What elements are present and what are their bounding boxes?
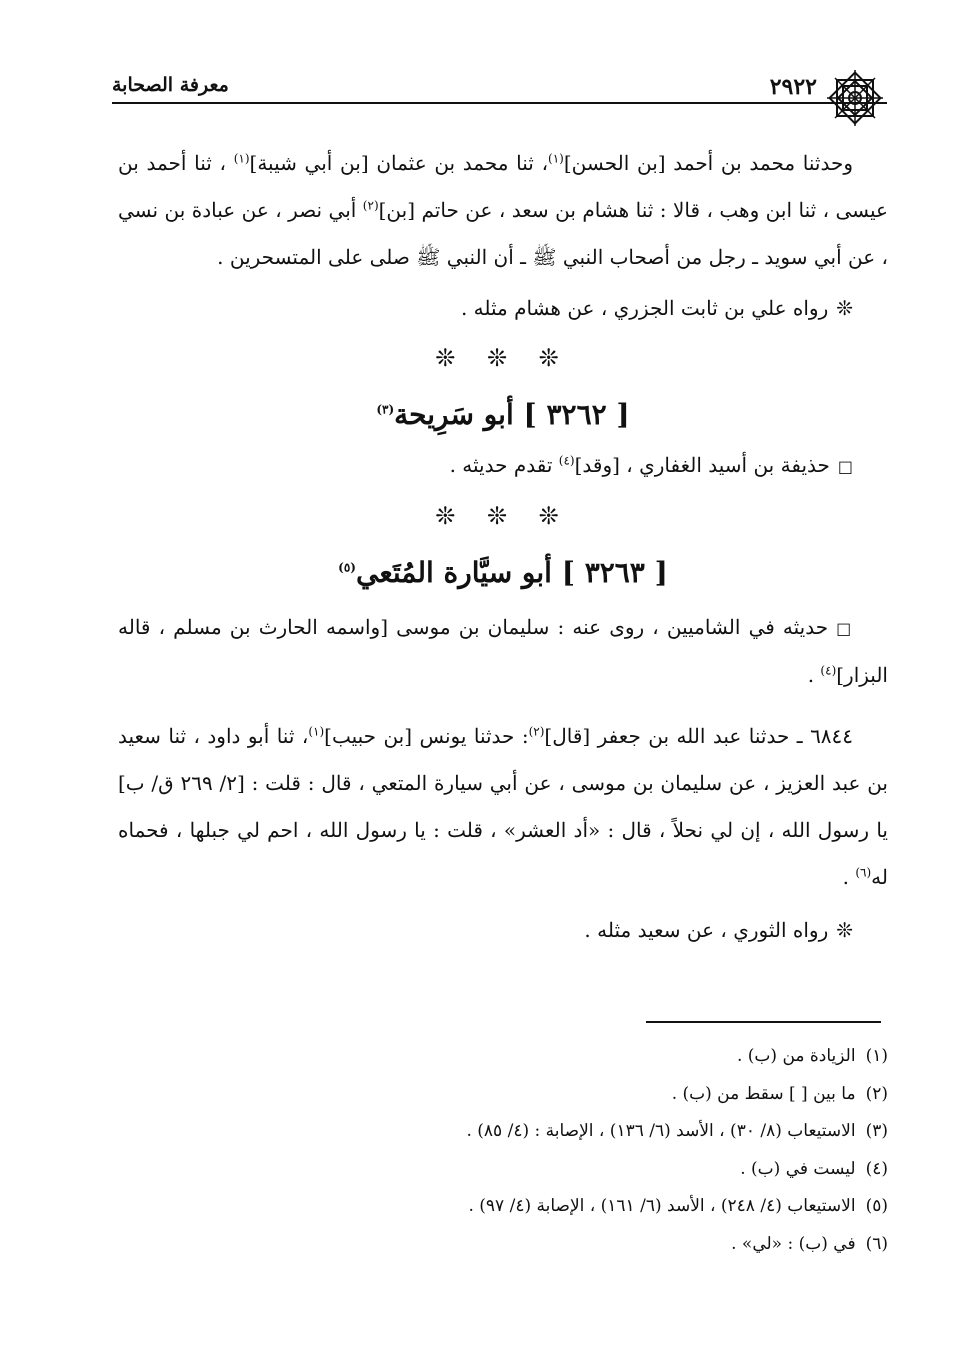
text-run: حديثه في الشاميين ، روى عنه : سليمان بن موسى [واسمه الحارث بن مسلم ، قاله البزار] — [118, 615, 888, 687]
footnote-text: في (ب) : «لي» . — [731, 1233, 856, 1254]
footnote-ref: (٢) — [362, 198, 379, 213]
footnote-item — [118, 1038, 888, 1076]
section-divider-stars: ❊ ❊ ❊ — [435, 502, 571, 530]
text-run: ، ثنا محمد بن عثمان [بن أبي شيبة] — [249, 151, 549, 175]
heading-text: [ ٣٢٦٢ ] أبو سَرِيحة — [394, 398, 630, 431]
footnote-number: (٦) — [865, 1233, 888, 1254]
text-run: ، ثنا أحمد بن عيسى ، ثنا ابن وهب ، قالا : ثنا هشام بن سعد ، عن حاتم [بن] — [118, 151, 888, 222]
footnote-number: (٢) — [865, 1083, 888, 1104]
ornament-star-icon — [823, 66, 887, 130]
footnote-item — [118, 1188, 888, 1226]
text-run: رواه الثوري ، عن سعيد مثله . — [584, 918, 829, 942]
footnote-item — [118, 1113, 888, 1151]
paragraph-hadith-6844 — [118, 713, 888, 901]
entry-description — [118, 604, 888, 699]
footnote-ref: (٥) — [338, 560, 356, 575]
asterism-icon: ❊ — [836, 296, 853, 320]
page-number: ٢٩٢٢ — [769, 74, 817, 100]
entry-heading — [118, 548, 888, 598]
narration-note — [118, 285, 888, 332]
footnote-text: الاستيعاب (٤/ ٢٤٨) ، الأسد (٦/ ١٦١) ، الإصابة (٤/ ٩٧) . — [468, 1196, 856, 1216]
text-run: حذيفة بن أسيد الغفاري ، [وقد] — [574, 453, 830, 477]
footnote-ref: (١) — [548, 151, 564, 166]
footnote-ref: (٣) — [376, 402, 395, 417]
book-title: معرفة الصحابة — [112, 74, 229, 96]
text-run: تقدم حديثه . — [449, 453, 559, 477]
footnote-item — [118, 1151, 888, 1189]
footnote-number: (٤) — [865, 1158, 888, 1179]
footnote-item — [118, 1226, 888, 1264]
paragraph-hadith-chain — [118, 140, 888, 281]
asterism-icon: ❊ — [836, 918, 853, 942]
text-run: : حدثنا يونس [بن حبيب] — [324, 724, 529, 748]
footnote-ref: (١) — [308, 724, 325, 739]
footnote-ref: (١) — [233, 151, 250, 166]
section-divider-stars: ❊ ❊ ❊ — [435, 344, 571, 372]
text-run: رواه علي بن ثابت الجزري ، عن هشام مثله . — [460, 296, 829, 320]
footnote-number: (٥) — [865, 1196, 888, 1216]
square-bullet-icon: □ — [836, 619, 853, 638]
footnote-number: (٣) — [865, 1121, 888, 1141]
footnote-ref: (٢) — [528, 724, 545, 739]
footnote-separator — [646, 1021, 881, 1023]
footnote-item — [118, 1076, 888, 1114]
footnote-text: ليست في (ب) . — [740, 1158, 856, 1179]
heading-text: [ ٣٢٦٣ ] أبو سيَّارة المُتَعي — [355, 556, 668, 589]
text-run: ٦٨٤٤ ـ حدثنا عبد الله بن جعفر [قال] — [544, 724, 854, 748]
footnote-ref: (٤) — [558, 453, 575, 468]
footnote-text: ما بين [ ] سقط من (ب) . — [671, 1083, 856, 1104]
narration-note — [118, 907, 888, 954]
square-bullet-icon: □ — [837, 457, 853, 476]
page-content — [118, 140, 888, 954]
footnote-text: الزيادة من (ب) . — [736, 1046, 856, 1066]
text-run: أبي نصر ، عن عبادة بن نسي ، عن أبي سويد ـ رجل من أصحاب النبي ﷺ ـ أن النبي ﷺ صلى على المتسحرين . — [118, 198, 888, 269]
page-header — [112, 66, 887, 136]
header-rule — [112, 102, 887, 104]
entry-heading — [118, 390, 888, 440]
footnotes — [118, 1038, 888, 1263]
text-run: وحدثنا محمد بن أحمد [بن الحسن] — [563, 151, 853, 175]
text-run: . — [807, 663, 821, 687]
text-run: . — [842, 865, 856, 889]
text-run: ، ثنا أبو داود ، ثنا سعيد بن عبد العزيز ، عن سليمان بن موسى ، عن أبي سيارة المتعي ، قال : قلت : [٢/ ٢٦٩ ق/ ب] يا رسول الله ، إن لي نحلاً ، قال : «أد العشر» ، قلت : يا رسول الله ، احم لي جبلها ، فحماه له — [118, 724, 888, 889]
footnote-ref: (٤) — [820, 663, 837, 678]
entry-description — [118, 442, 888, 490]
footnote-number: (١) — [865, 1046, 888, 1066]
footnote-ref: (٦) — [855, 865, 872, 880]
footnote-text: الاستيعاب (٨/ ٣٠) ، الأسد (٦/ ١٣٦) ، الإصابة : (٤/ ٨٥) . — [466, 1121, 856, 1141]
